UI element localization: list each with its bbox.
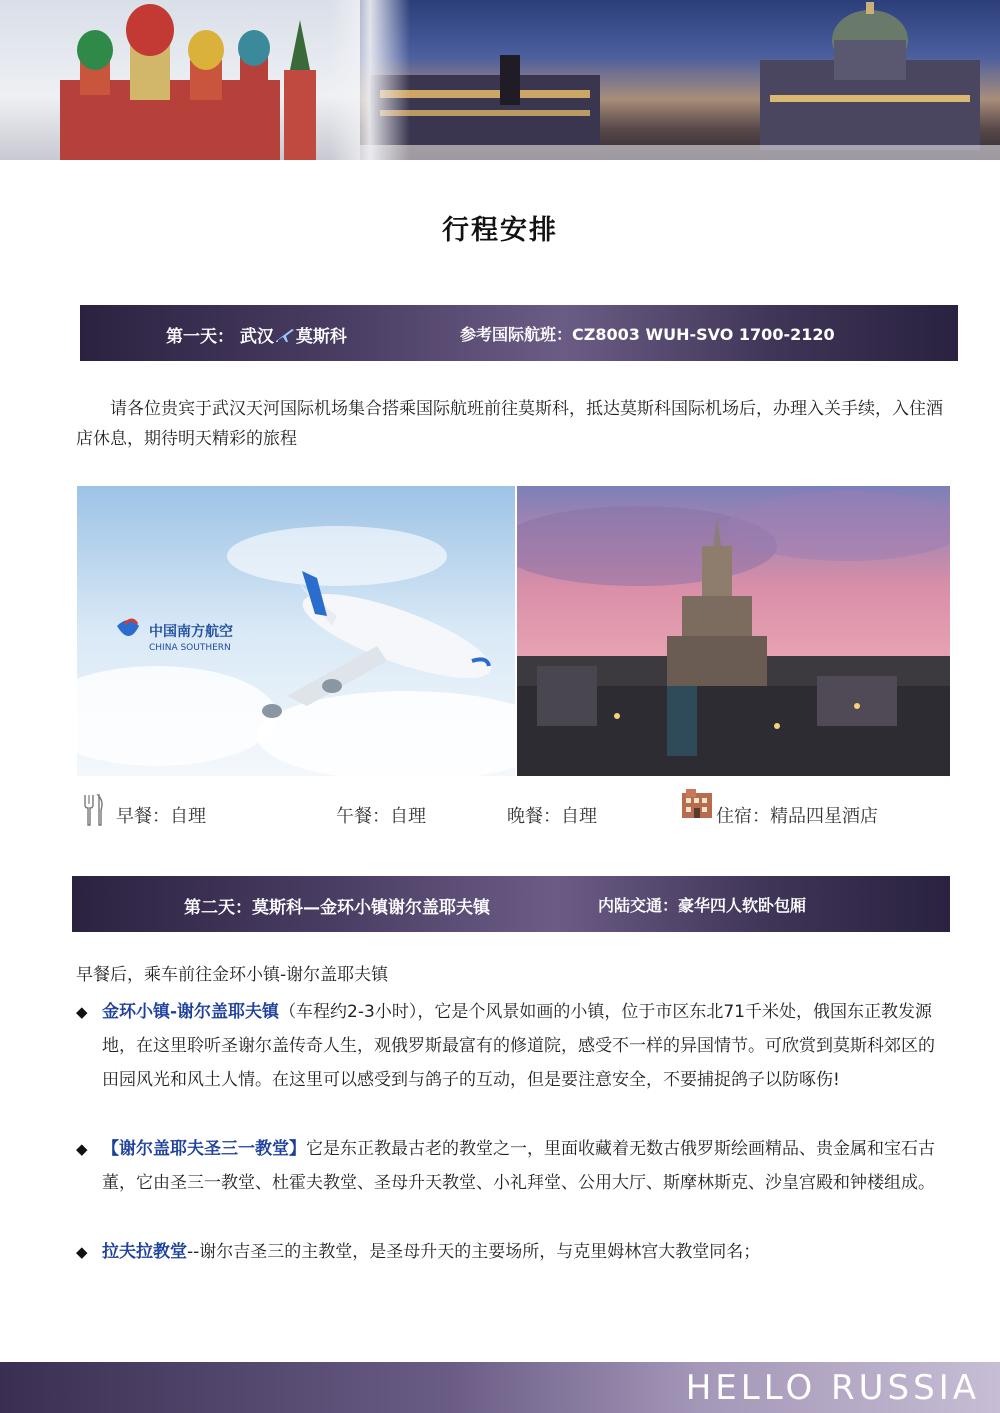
list-item bbox=[76, 995, 946, 1135]
plane-icon bbox=[274, 326, 296, 344]
airline-logo-en: CHINA SOUTHERN bbox=[149, 643, 231, 653]
day1-flight: 参考国际航班：CZ8003 WUH-SVO 1700-2120 bbox=[460, 325, 835, 344]
day1-description: 请各位贵宾于武汉天河国际机场集合搭乘国际航班前往莫斯科，抵达莫斯科国际机场后，办理入关手续，入住酒店休息，期待明天精彩的旅程 bbox=[76, 399, 943, 449]
day1-destination: 莫斯科 bbox=[295, 327, 347, 347]
bullet-highlight: 金环小镇-谢尔盖耶夫镇 bbox=[102, 1002, 280, 1022]
hotel-label: 住宿：精品四星酒店 bbox=[716, 806, 878, 827]
bullet-text: （车程约2-3小时），它是个风景如画的小镇，位于市区东北71千米处，俄国东正教发源地，在这里聆听圣谢尔盖传奇人生，观俄罗斯最富有的修道院，感受不一样的异国情节。可欣赏到莫斯科郊区的田园风光和风土人情。在这里可以感受到与鸽子的互动，但是要注意安全，不要捕捉鸽子以防啄伤! bbox=[102, 1002, 935, 1090]
day1-origin: 第一天： 武汉 bbox=[166, 327, 274, 347]
list-item bbox=[76, 1132, 946, 1236]
bullet-highlight: 【谢尔盖耶夫圣三一教堂】 bbox=[102, 1139, 306, 1159]
day2-title: 第二天：莫斯科—金环小镇谢尔盖耶夫镇 bbox=[184, 898, 490, 918]
fork-knife-icon bbox=[82, 793, 106, 827]
diamond-bullet-icon: ◆ bbox=[76, 1243, 88, 1261]
bullet-highlight: 拉夫拉教堂 bbox=[102, 1242, 187, 1262]
banner-fade bbox=[330, 0, 410, 160]
airplane-photo bbox=[77, 486, 515, 776]
day2-header-bar bbox=[72, 876, 950, 932]
diamond-bullet-icon: ◆ bbox=[76, 1140, 88, 1158]
dinner-label: 晚餐：自理 bbox=[507, 806, 597, 827]
airline-logo-cn: 中国南方航空 bbox=[149, 624, 233, 640]
lunch-label: 午餐：自理 bbox=[336, 806, 426, 827]
day2-transport: 内陆交通：豪华四人软卧包厢 bbox=[598, 896, 807, 915]
page-title: 行程安排 bbox=[442, 215, 558, 246]
header-banner bbox=[0, 0, 1000, 160]
hotel-icon bbox=[680, 787, 714, 819]
bullet-text: 它是东正教最古老的教堂之一，里面收藏着无数古俄罗斯绘画精品、贵金属和宝石古董，它由圣三一教堂、杜霍夫教堂、圣母升天教堂、小礼拜堂、公用大厅、斯摩林斯克、沙皇宫殿和钟楼组成。 bbox=[102, 1139, 935, 1193]
day1-header-bar bbox=[80, 305, 958, 361]
bullet-text: --谢尔吉圣三的主教堂，是圣母升天的主要场所，与克里姆林宫大教堂同名； bbox=[187, 1242, 761, 1262]
diamond-bullet-icon: ◆ bbox=[76, 1003, 88, 1021]
breakfast-label: 早餐：自理 bbox=[116, 806, 206, 827]
day2-intro: 早餐后，乘车前往金环小镇-谢尔盖耶夫镇 bbox=[76, 965, 389, 985]
moscow-skyline-photo bbox=[517, 486, 950, 776]
list-item bbox=[76, 1235, 946, 1271]
footer-band bbox=[0, 1362, 1000, 1413]
day1-title bbox=[166, 322, 347, 347]
banner-illustration bbox=[0, 0, 1000, 160]
footer-text: HELLO RUSSIA bbox=[685, 1368, 980, 1408]
